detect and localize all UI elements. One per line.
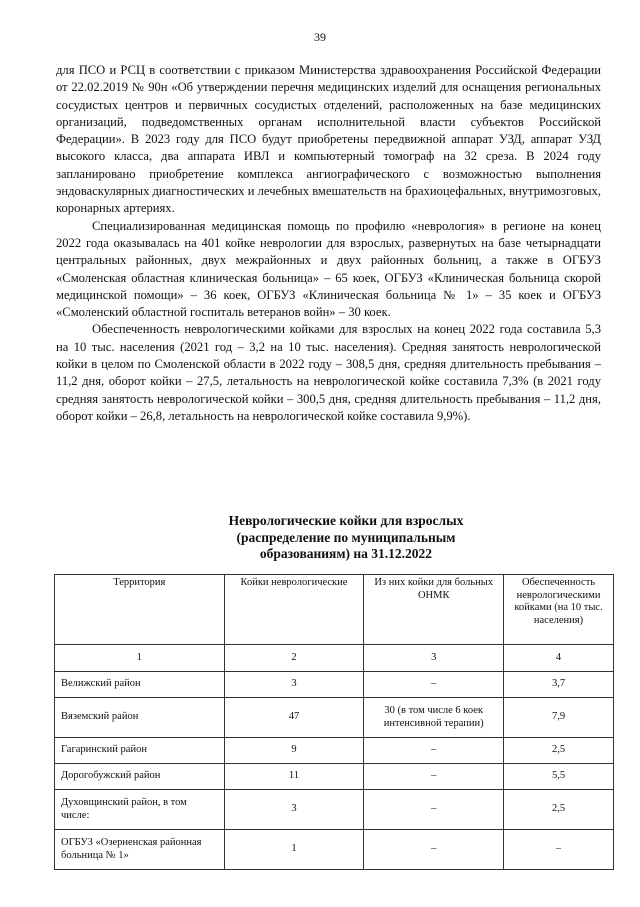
body-text <box>56 62 601 425</box>
cell-bed-provision: 2,5 <box>504 790 614 830</box>
table-title-line: (распределение по муниципальным <box>236 529 456 545</box>
table-row <box>55 738 614 764</box>
cell-bed-provision: 2,5 <box>504 738 614 764</box>
cell-neuro-beds: 1 <box>224 830 364 870</box>
cell-stroke-beds: – <box>364 764 504 790</box>
table-header-row <box>55 575 614 645</box>
header-stroke-beds: Из них койки для больных ОНМК <box>364 575 504 645</box>
cell-territory: Духовщинский район, в том числе: <box>55 790 225 830</box>
cell-stroke-beds: 30 (в том числе 6 коек интенсивной терапии) <box>364 698 504 738</box>
header-territory: Территория <box>55 575 225 645</box>
header-neuro-beds: Койки неврологические <box>224 575 364 645</box>
cell-stroke-beds: – <box>364 790 504 830</box>
cell-stroke-beds: – <box>364 738 504 764</box>
column-number: 1 <box>55 645 225 672</box>
column-number-row <box>55 645 614 672</box>
table-row <box>55 830 614 870</box>
cell-territory: Вяземский район <box>55 698 225 738</box>
cell-neuro-beds: 47 <box>224 698 364 738</box>
cell-neuro-beds: 9 <box>224 738 364 764</box>
column-number: 4 <box>504 645 614 672</box>
table-title <box>196 513 496 563</box>
table-row <box>55 764 614 790</box>
cell-stroke-beds: – <box>364 830 504 870</box>
cell-territory: Дорогобужский район <box>55 764 225 790</box>
cell-territory: ОГБУЗ «Озерненская районная больница № 1» <box>55 830 225 870</box>
cell-bed-provision: – <box>504 830 614 870</box>
table-row <box>55 672 614 698</box>
table-title-line: образованиям) на 31.12.2022 <box>259 546 433 561</box>
paragraph-2: Специализированная медицинская помощь по профилю «неврология» в регионе на конец 2022 года оказывалась на 401 койке неврологии для взрослых, развернутых на базе четырнадцати центральных районных, двух межрайонных и двух районных больниц, а также в ОГБУЗ «Смоленская областная клиническая больница» – 65 коек, ОГБУЗ «Клиническая больница скорой медицинской помощи» – 36 коек, ОГБУЗ «Клиническая больница № 1» – 35 коек и ОГБУЗ «Смоленский областной госпиталь ветеранов войн» – 30 коек. <box>56 218 601 320</box>
table-title-line: Неврологические койки для взрослых <box>228 513 464 528</box>
cell-bed-provision: 7,9 <box>504 698 614 738</box>
paragraph-3: Обеспеченность неврологическими койками для взрослых на конец 2022 года составила 5,3 на 10 тыс. населения (2021 год – 3,2 на 10 тыс. населения). Средняя занятость неврологической койки в целом по Смоленской области в 2022 году – 308,5 дня, средняя длительность пребывания – 11,2 дня, оборот койки – 27,5, летальность на неврологической койке составила 7,3% (в 2021 году средняя занятость неврологической койки – 300,5 дня, средняя длительность пребывания – 11,2 дня, оборот койки – 26,8, летальность на неврологической койке составила 9,9%). <box>56 322 601 423</box>
cell-territory: Велижский район <box>55 672 225 698</box>
header-bed-provision: Обеспеченность неврологическими койками (на 10 тыс. населения) <box>504 575 614 645</box>
cell-bed-provision: 5,5 <box>504 764 614 790</box>
neurology-beds-table <box>54 574 614 870</box>
table-row <box>55 698 614 738</box>
cell-neuro-beds: 3 <box>224 790 364 830</box>
cell-neuro-beds: 11 <box>224 764 364 790</box>
column-number: 3 <box>364 645 504 672</box>
cell-stroke-beds: – <box>364 672 504 698</box>
paragraph-1: для ПСО и РСЦ в соответствии с приказом Министерства здравоохранения Российской Федерации от 22.02.2019 № 90н «Об утверждении перечня медицинских изделий для оснащения региональных сосудистых центров и первичных сосудистых отделений, расположенных на базе медицинских организаций, подведомственных органам исполнительной власти субъектов Российской Федерации». В 2023 году для ПСО будут приобретены передвижной аппарат УЗД, аппарат УЗД высокого класса, два аппарата ИВЛ и компьютерный томограф на 32 среза. В 2024 году запланировано приобретение комплекса ангиографического с возможностью выполнения эндоваскулярных диагностических и лечебных вмешательств на брахиоцефальных, внутримозговых, коронарных артериях. <box>56 63 601 216</box>
column-number: 2 <box>224 645 364 672</box>
cell-bed-provision: 3,7 <box>504 672 614 698</box>
cell-territory: Гагаринский район <box>55 738 225 764</box>
cell-neuro-beds: 3 <box>224 672 364 698</box>
page-number: 39 <box>314 30 326 44</box>
table-row <box>55 790 614 830</box>
